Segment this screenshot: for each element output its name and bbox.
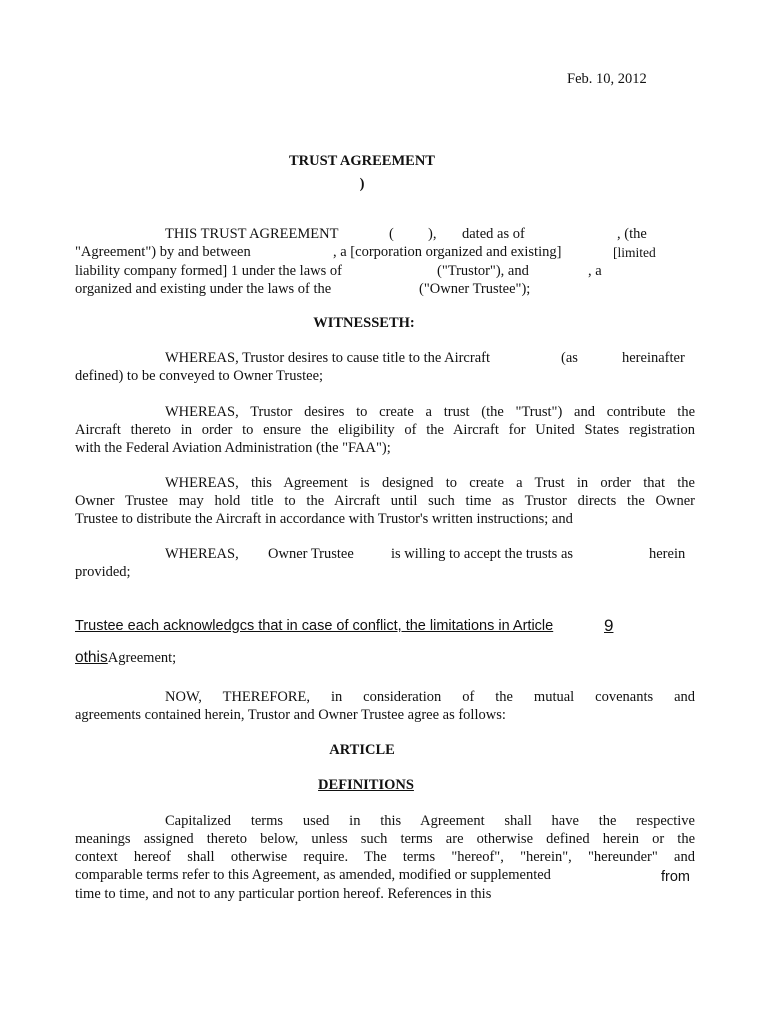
definitions-heading: DEFINITIONS <box>318 777 414 793</box>
witnesseth-heading: WITNESSETH: <box>313 315 415 331</box>
article-heading: ARTICLE <box>329 742 395 758</box>
document-date: Feb. 10, 2012 <box>567 71 647 87</box>
title-paren: ) <box>359 176 365 192</box>
document-title: TRUST AGREEMENT <box>289 153 435 169</box>
